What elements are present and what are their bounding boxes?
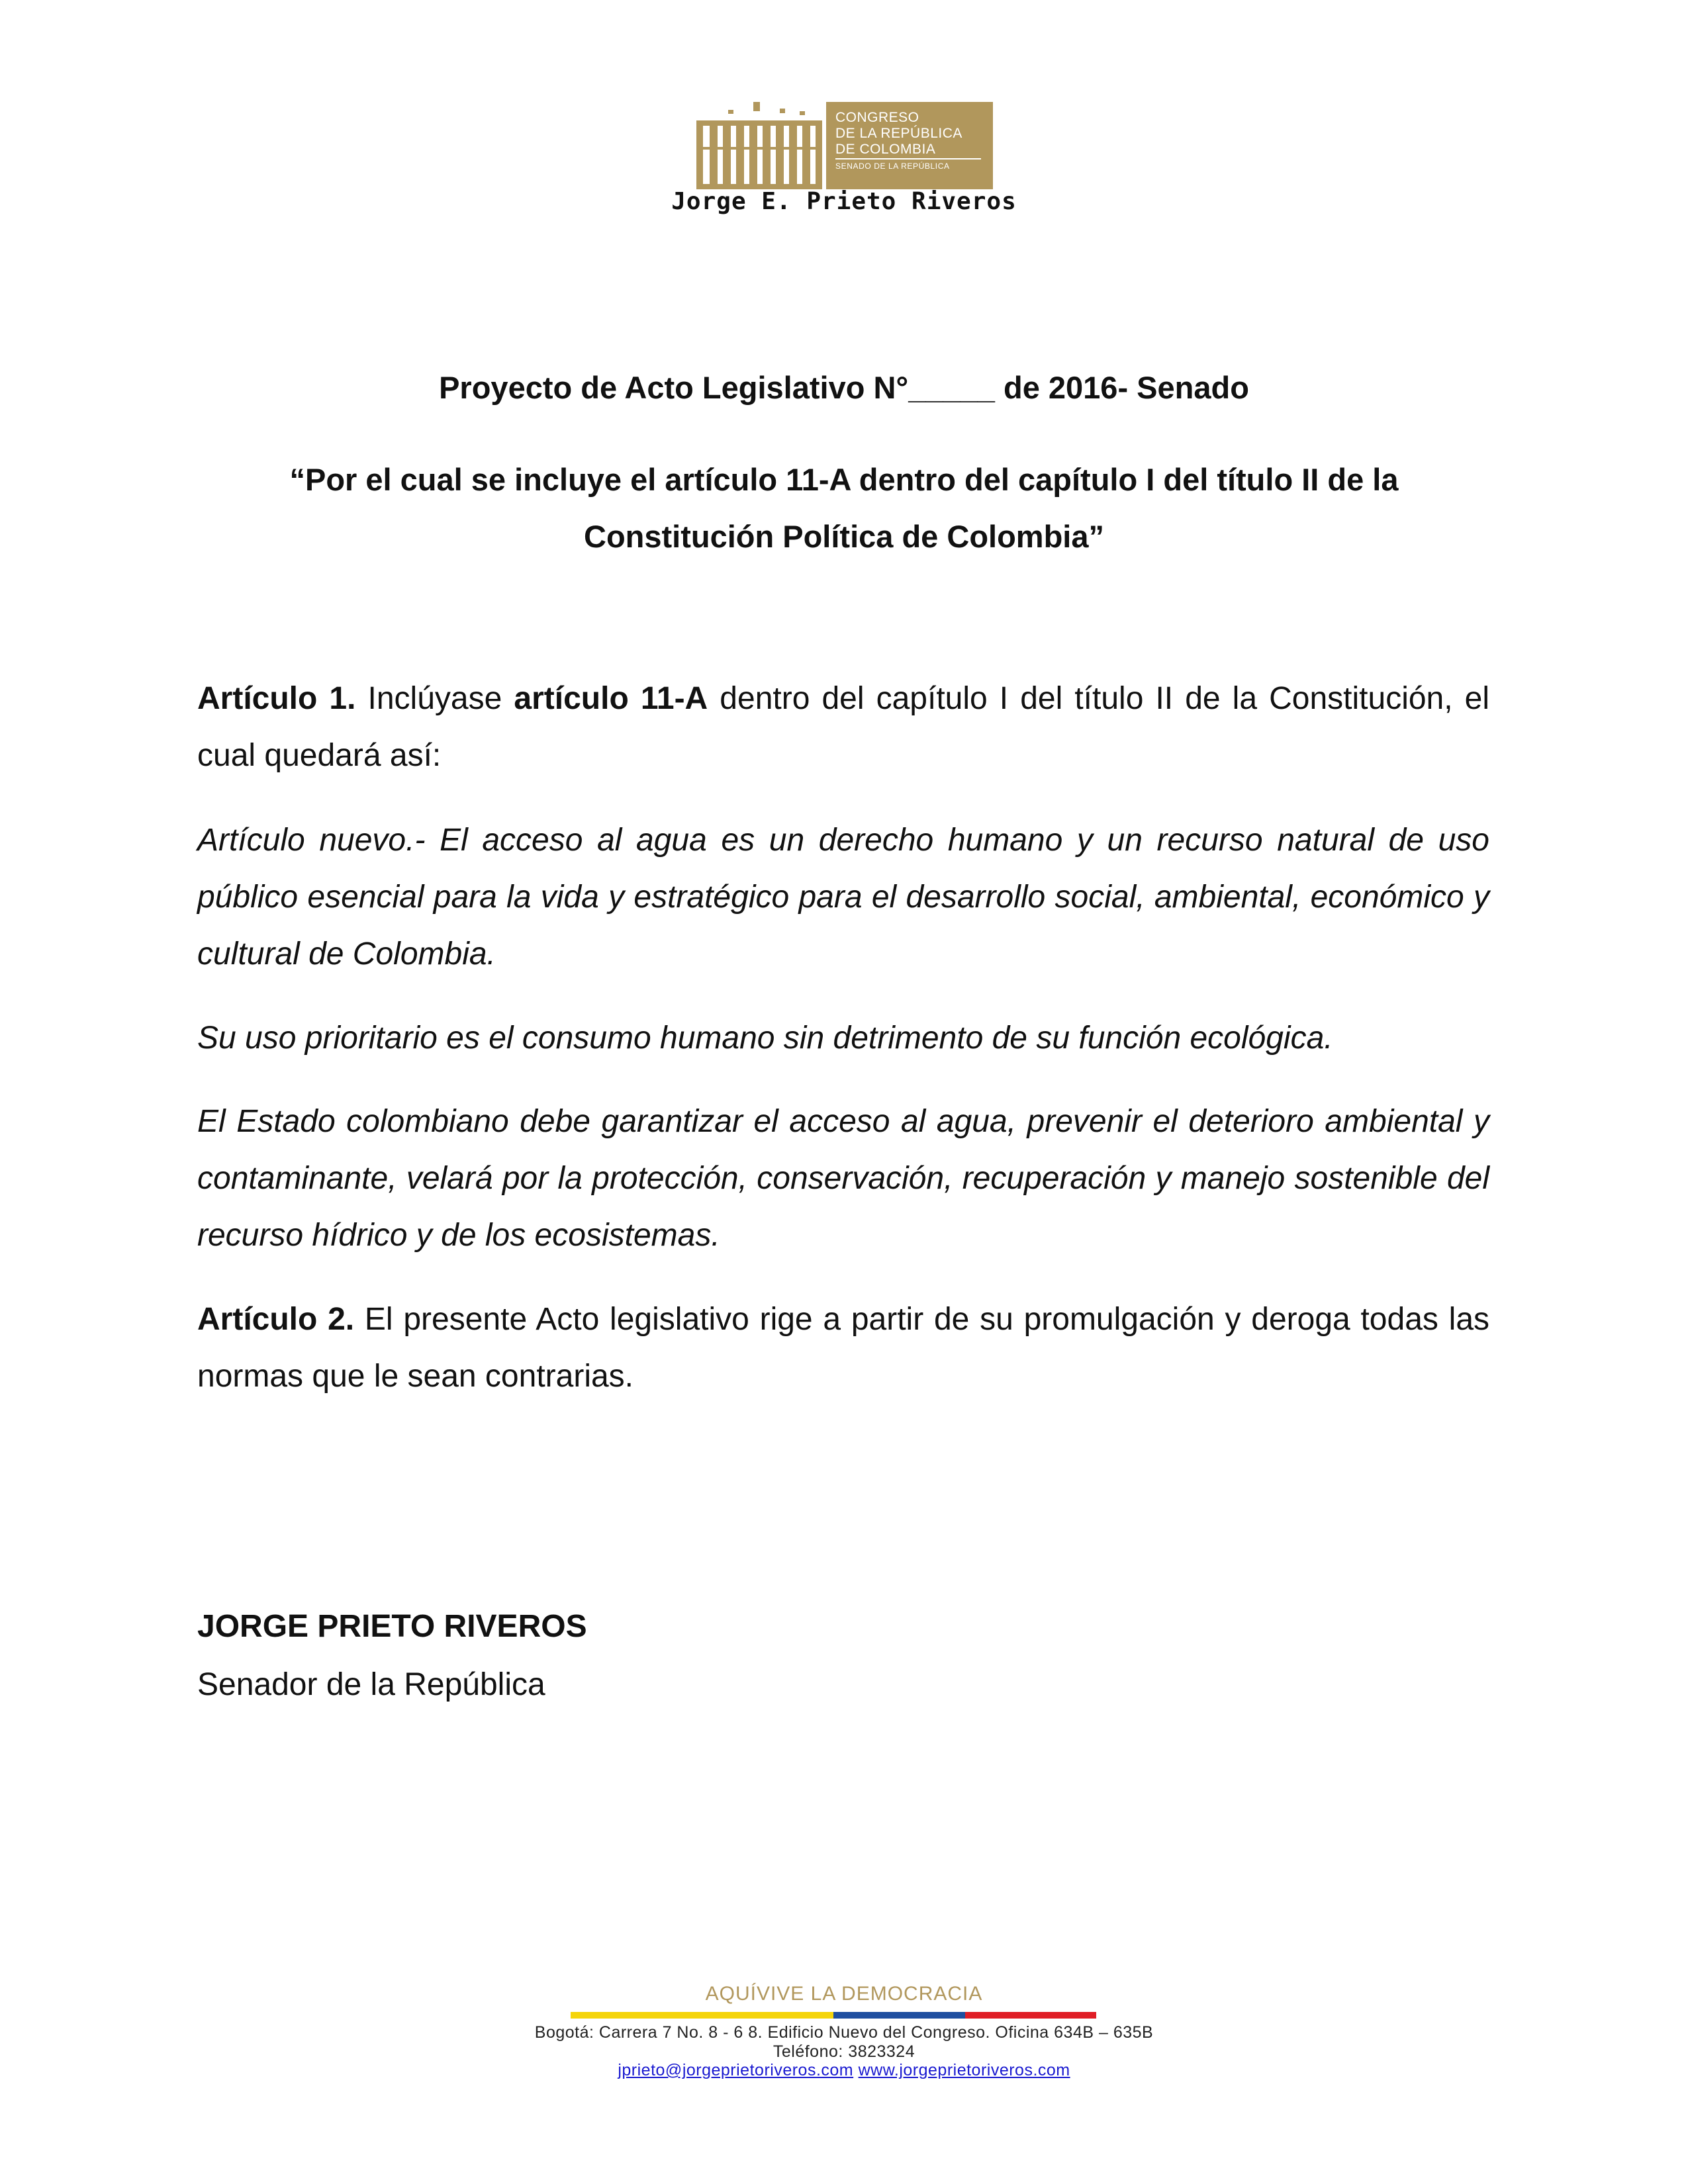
article-1-reference: artículo 11-A <box>514 681 708 716</box>
congress-logo <box>694 99 993 189</box>
flag-yellow-stripe <box>571 2012 833 2019</box>
signature-role: Senador de la República <box>197 1667 545 1702</box>
signature-name: JORGE PRIETO RIVEROS <box>197 1609 587 1644</box>
document-subtitle: “Por el cual se incluye el artículo 11-A dentro del capítulo I del título II de la Constitución Política de Colombia” <box>289 462 1399 554</box>
header-senator-name: Jorge E. Prieto Riveros <box>671 188 1017 215</box>
new-article-paragraph-3: El Estado colombiano debe garantizar el acceso al agua, prevenir el deterioro ambiental y contaminante, velará por la protección, conservación, recuperación y manejo sostenible del recurso hídrico y de los ecosistemas. <box>197 1104 1489 1253</box>
footer-links <box>0 2060 1688 2080</box>
congress-logo-text-box <box>826 102 993 189</box>
logo-line: DE LA REPÚBLICA <box>835 126 962 141</box>
article-2-label: Artículo 2. <box>197 1302 355 1337</box>
article-1 <box>197 670 1489 784</box>
new-article-paragraph-2: Su uso prioritario es el consumo humano sin detrimento de su función ecológica. <box>197 1021 1333 1056</box>
flag-blue-stripe <box>833 2012 965 2019</box>
flag-color-bar <box>571 2012 1096 2019</box>
footer-email-link[interactable]: jprieto@jorgeprietoriveros.com <box>618 2061 854 2079</box>
footer-phone: Teléfono: 3823324 <box>773 2042 915 2061</box>
article-1-label: Artículo 1. <box>197 681 356 716</box>
article-2 <box>197 1291 1489 1405</box>
footer-slogan: AQUÍVIVE LA DEMOCRACIA <box>705 1983 983 2005</box>
article-1-text-b: dentro del capítulo I del título II de la Constitución, el cual quedará así: <box>197 681 1490 773</box>
article-1-text-a: Inclúyase <box>355 681 514 716</box>
flag-red-stripe <box>965 2012 1097 2019</box>
new-article-paragraph-1: Artículo nuevo.- El acceso al agua es un derecho humano y un recurso natural de uso público esencial para la vida y estratégico para el desarrollo social, ambiental, económico y cultural de Colombia. <box>197 823 1489 972</box>
article-2-text: El presente Acto legislativo rige a partir de su promulgación y deroga todas las normas que le sean contrarias. <box>197 1302 1490 1394</box>
logo-line: CONGRESO <box>835 110 919 125</box>
footer-website-link[interactable]: www.jorgeprietoriveros.com <box>858 2061 1070 2079</box>
document-title: Proyecto de Acto Legislativo N°_____ de 2016- Senado <box>439 370 1249 405</box>
logo-divider <box>835 158 981 159</box>
logo-subtitle: SENADO DE LA REPÚBLICA <box>835 161 950 171</box>
capitol-building-icon <box>694 99 823 189</box>
logo-line: DE COLOMBIA <box>835 142 936 157</box>
footer-address: Bogotá: Carrera 7 No. 8 - 6 8. Edificio Nuevo del Congreso. Oficina 634B – 635B <box>534 2023 1154 2042</box>
